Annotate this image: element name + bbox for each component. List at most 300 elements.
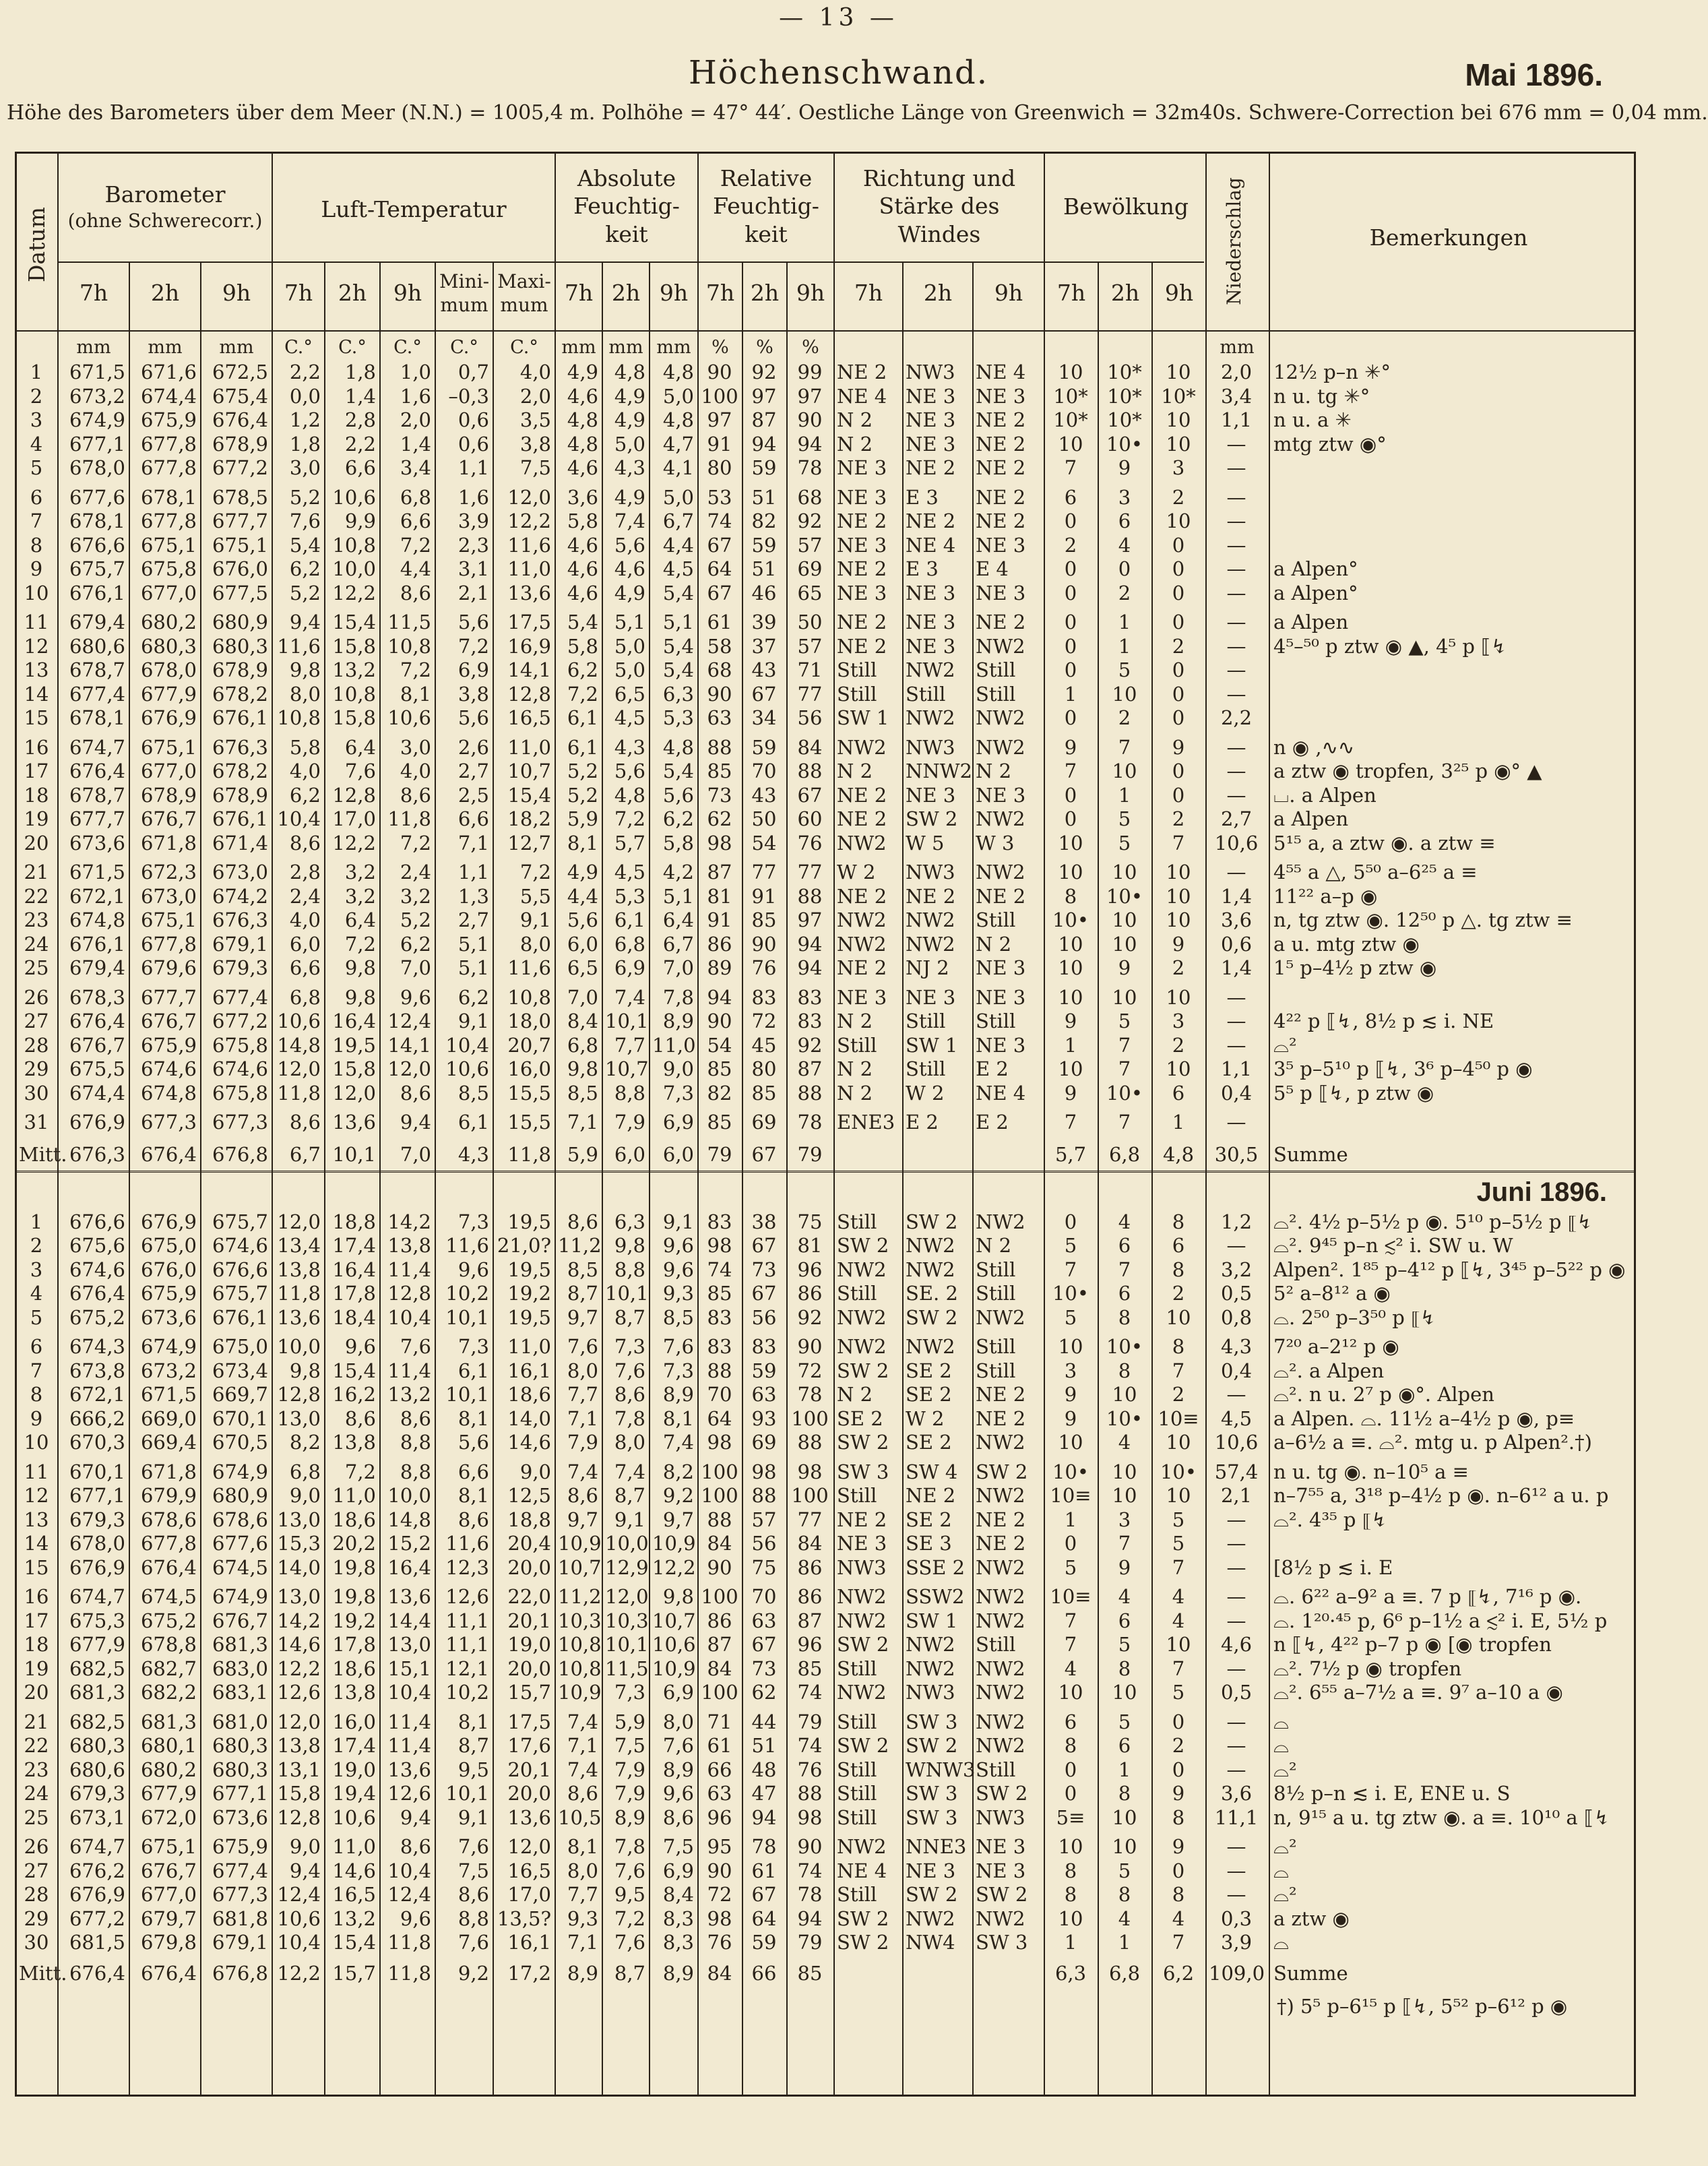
cell: 0 [1064,706,1077,729]
cell: 43 [751,658,777,681]
cell: 8,8 [614,1081,645,1105]
cell: 12½ p–n ✳° [1273,361,1391,383]
cell: 96 [797,1258,823,1281]
cell: 1,3 [457,884,489,908]
cell: 10,4 [445,1033,489,1057]
cell: 5 [30,456,43,479]
cell: 677,4 [69,682,125,706]
cell: 0 [1172,658,1185,681]
header-time-t2: 2h [338,280,367,306]
table-row [17,1657,1634,1681]
cell: 677,8 [140,932,197,956]
table-row [17,985,1634,1010]
cell: 17,0 [332,807,376,830]
cell: NE 2 [976,509,1026,532]
cell: 14,0 [507,1406,551,1430]
cell: 10,4 [387,1305,431,1329]
cell [1273,706,1629,730]
cell: 73 [707,783,732,807]
cell: 669,0 [140,1406,197,1430]
cell: SW 2 [837,1931,889,1954]
cell: 51 [751,557,777,580]
cell: 11,0 [507,557,551,580]
cell: 9,8 [567,1057,598,1080]
cell: 70 [707,1383,732,1406]
cell: NW2 [837,1681,887,1704]
cell: — [1226,1883,1246,1906]
cell: 8,6 [400,1835,431,1858]
cell: 9,1 [457,1010,489,1032]
cell: 6,6 [344,456,376,479]
cell: NJ 2 [906,956,949,979]
cell: 674,9 [69,408,125,431]
cell: 11,0 [332,1835,376,1858]
cell: 674,4 [69,1081,125,1105]
cell: 676,0 [212,557,268,580]
cell: 74 [707,1258,732,1281]
cell: 6,6 [289,956,321,979]
cell: Still [906,682,946,706]
cell: 674,6 [212,1057,268,1080]
cell: 66 [751,1961,777,1985]
cell: NW2 [837,735,887,759]
cell: 7,1 [567,1406,598,1430]
cell: 5≡ [1056,1805,1085,1829]
cell: 10 [1166,1633,1191,1656]
cell: SSW2 [906,1585,965,1608]
cell: 674,4 [140,384,197,408]
cell: 8 [1172,1335,1185,1358]
table-row [17,1258,1634,1282]
cell: 11,4 [387,1710,431,1733]
cell: SW 3 [837,1460,889,1483]
cell: 90 [707,1859,732,1882]
cell: NE 2 [976,611,1026,633]
cell: NE 3 [976,533,1026,557]
cell: 67 [751,682,777,706]
cell: 9,9 [344,509,376,532]
cell: 9 [1118,456,1131,479]
cell: 87 [797,1057,823,1080]
cell: 50 [751,807,777,830]
cell: 9,1 [519,908,551,931]
cell: 674,3 [69,1335,125,1358]
cell: 1 [1064,1033,1077,1057]
cell: 7,6 [614,1359,645,1382]
cell: 11,2 [558,1234,602,1257]
cell: 3 [1064,1359,1077,1382]
cell: 8,8 [457,1907,489,1930]
cell: 4,0 [519,361,551,383]
cell: 84 [707,1532,732,1555]
cell: 6,1 [457,1111,489,1134]
cell: 6,8 [289,1460,321,1483]
cell: 10,6 [1214,831,1259,855]
header-time-t9: 9h [222,280,251,306]
cell: 10 [1058,956,1083,979]
cell: 6,6 [457,807,489,830]
cell: 7,6 [400,1335,431,1358]
cell: 675,0 [140,1234,197,1257]
cell: 0 [1172,682,1185,706]
cell: 5² a–8¹² a ◉ [1273,1282,1391,1305]
unit-label: mm [148,337,183,358]
cell: 8,6 [567,1782,598,1805]
table-row [17,1680,1634,1704]
cell: 13,6 [387,1585,431,1608]
cell: 70 [751,1585,777,1608]
cell: 10 [1112,1835,1137,1858]
cell: 10,2 [445,1681,489,1704]
cell: 673,2 [69,384,125,408]
cell: 63 [707,706,732,729]
cell: 5,0 [614,432,645,456]
cell: 15 [24,706,49,729]
cell: 1 [1118,1758,1131,1781]
cell: 670,1 [69,1460,125,1483]
cell: 19,5 [507,1210,551,1233]
cell: 0 [1064,509,1077,532]
table-row [17,485,1634,509]
cell: 677,2 [212,1010,268,1032]
cell: 9,7 [567,1305,598,1329]
cell: 5,8 [662,831,694,855]
cell: 0 [1064,783,1077,807]
cell: 10 [1166,908,1191,931]
table-row [17,1281,1634,1305]
cell: 7,0 [400,1142,431,1166]
cell: 2,0 [519,384,551,408]
cell: 10 [1112,932,1137,956]
cell: 9,8 [289,1359,321,1382]
cell: 4,9 [567,861,598,884]
cell: 7,1 [567,1931,598,1954]
cell: 673,8 [69,1359,125,1382]
cell: 680,6 [69,1758,125,1781]
cell: 64 [751,1907,777,1930]
cell: 5,1 [457,956,489,979]
cell: 14,1 [387,1033,431,1057]
cell: 4,6 [567,384,598,408]
cell: 2 [1172,485,1185,509]
cell: — [1226,509,1246,532]
cell: 81 [707,884,732,908]
cell: 12,1 [445,1657,489,1680]
cell: 0,5 [1220,1681,1253,1704]
cell: 7,4 [614,1460,645,1483]
cell: NE 3 [906,985,956,1009]
cell: E 3 [906,485,939,509]
cell: 26 [24,985,49,1009]
cell: 6 [1118,1282,1131,1305]
cell: NE 3 [906,611,956,633]
cell: 22 [24,1734,49,1757]
cell: 5 [1118,1010,1131,1032]
cell: 46 [751,581,777,605]
cell: 76 [797,1758,823,1781]
cell: 7,5 [457,1859,489,1882]
cell: Still [837,1805,877,1829]
cell: 14 [24,1532,49,1555]
cell: 10 [1166,1305,1191,1329]
cell: 23 [24,908,49,931]
cell: 30,5 [1214,1142,1259,1166]
cell: 669,7 [212,1383,268,1406]
cell: 676,4 [69,1961,125,1985]
cell: 675,0 [212,1335,268,1358]
cell: 0 [1064,634,1077,658]
cell: NW2 [906,1234,955,1257]
cell: 72 [707,1883,732,1906]
cell: 9,1 [614,1508,645,1531]
cell: 678,9 [212,432,268,456]
cell: NE 2 [976,1532,1026,1555]
cell: — [1226,1585,1246,1608]
cell: 79 [797,1142,823,1166]
cell: 9,2 [457,1961,489,1985]
cell: 63 [751,1383,777,1406]
cell: 14,6 [277,1633,321,1656]
cell: 6,0 [614,1142,645,1166]
cell: SSE 2 [906,1555,966,1579]
cell: 671,8 [140,1460,197,1483]
cell: 11,0 [507,1335,551,1358]
cell: 19 [24,1657,49,1680]
cell: mtg ztw ◉° [1273,432,1387,456]
cell: 3 [1172,456,1185,479]
cell: 7 [1118,735,1131,759]
cell: 56 [751,1305,777,1329]
cell: 4 [1064,1657,1077,1680]
cell: 18 [24,783,49,807]
cell: 674,2 [212,884,268,908]
cell: 109,0 [1209,1961,1265,1985]
cell: 8,0 [662,1710,694,1733]
cell: 16,9 [507,634,551,658]
cell: 99 [797,361,823,383]
cell: 5,2 [400,908,431,931]
cell: 12,6 [387,1782,431,1805]
unit-label: mm [219,337,254,358]
cell: 90 [707,1010,732,1032]
cell: 7²⁰ a–2¹² p ◉ [1273,1335,1399,1358]
cell: SW 1 [906,1033,958,1057]
cell: 10* [1107,408,1142,431]
cell: Still [906,1057,946,1080]
cell: 10 [1166,1431,1191,1454]
cell: 7,9 [614,1782,645,1805]
cell: 19,5 [507,1258,551,1281]
cell: n, tg ztw ◉. 12⁵⁰ p △. tg ztw ≡ [1273,908,1573,931]
cell: Still [976,658,1016,681]
table-row [17,1334,1634,1359]
cell: 92 [797,1033,823,1057]
cell: SE 2 [837,1406,883,1430]
cell: 5,5 [519,884,551,908]
table-row [17,634,1634,658]
cell: 5,2 [567,783,598,807]
cell: NE 2 [837,783,887,807]
cell: 5,9 [567,1142,598,1166]
cell: 6,3 [1054,1961,1087,1985]
cell: 4,6 [567,557,598,580]
cell: 6 [30,1335,43,1358]
cell: 93 [751,1406,777,1430]
cell: 6 [1118,509,1131,532]
cell: 2 [1172,807,1185,830]
unit-label: C.° [510,337,538,358]
cell: 675,1 [212,533,268,557]
cell: NW3 [906,361,955,383]
cell: 8,5 [457,1081,489,1105]
cell: NE 2 [837,807,887,830]
cell: 8 [1172,1258,1185,1281]
cell: 98 [707,831,732,855]
cell: 678,6 [212,1508,268,1531]
cell: 8,8 [614,1258,645,1281]
cell: 7 [30,509,43,532]
cell: 2,8 [289,861,321,884]
cell: 5,2 [567,760,598,782]
cell: 678,9 [212,783,268,807]
cell: 88 [707,1508,732,1531]
cell: 9,8 [344,985,376,1009]
cell: 680,3 [212,1758,268,1781]
cell: NW2 [906,706,955,729]
cell: 2,2 [289,361,321,383]
cell: 7,6 [457,1835,489,1858]
cell: 65 [797,581,823,605]
cell: 669,4 [140,1431,197,1454]
cell: 676,1 [212,706,268,729]
cell: 9,1 [457,1805,489,1829]
cell: ⌓². a Alpen [1273,1359,1385,1382]
cell: 13,8 [332,1431,376,1454]
cell: 98 [797,1460,823,1483]
cell: 678,2 [212,760,268,782]
cell: 10 [1166,861,1191,884]
cell: 15,4 [332,611,376,633]
cell: 680,3 [212,1734,268,1757]
cell: 10,6 [277,1010,321,1032]
cell: — [1226,581,1246,605]
cell: — [1226,985,1246,1009]
cell: 11 [24,1460,49,1483]
cell: 1,1 [457,456,489,479]
cell: 1,6 [457,485,489,509]
cell: 678,6 [140,1508,197,1531]
cell: 2,2 [1220,706,1253,729]
cell: NE 4 [906,533,956,557]
table-row [17,1609,1634,1633]
cell: 5 [1172,1508,1185,1531]
cell: 670,3 [69,1431,125,1454]
cell: 10,1 [445,1782,489,1805]
cell: 10• [1052,1282,1089,1305]
cell: SW 2 [906,1210,958,1233]
cell: 674,6 [69,1258,125,1281]
cell: 3 [1118,485,1131,509]
cell: 10 [1112,1681,1137,1704]
cell: 6 [1118,1609,1131,1632]
cell: 11,0 [507,735,551,759]
cell: W 3 [976,831,1015,855]
cell: 5,1 [614,611,645,633]
cell: 98 [707,1431,732,1454]
cell: 15,7 [332,1961,376,1985]
cell: SW 4 [906,1460,958,1483]
cell: 4,9 [567,361,598,383]
cell: 672,3 [140,861,197,884]
cell: 8,5 [567,1081,598,1105]
cell: 64 [707,557,732,580]
footnote: †) 5⁵ p–6¹⁵ p ⟦↯, 5⁵² p–6¹² p ◉ [1277,1994,1568,2018]
cell: NW2 [976,634,1025,658]
cell: 679,1 [212,932,268,956]
cell: 675,3 [69,1609,125,1632]
cell: 25 [24,956,49,979]
cell: 16,4 [387,1555,431,1579]
cell: 0 [1172,611,1185,633]
cell: — [1226,783,1246,807]
cell: 7,2 [400,658,431,681]
cell: 78 [797,456,823,479]
cell: 8,9 [662,1961,694,1985]
cell: ⌓ [1273,1859,1289,1882]
cell: 6 [1118,1234,1131,1257]
cell: 94 [797,956,823,979]
cell: 7 [1172,1657,1185,1680]
cell: 10,0 [277,1335,321,1358]
header-time-t7: 7h [79,280,108,306]
cell: NNE3 [906,1835,967,1858]
cell: 5 [1172,1681,1185,1704]
cell: 11,4 [387,1258,431,1281]
cell: 7,4 [662,1431,694,1454]
cell: 2,2 [344,432,376,456]
cell: 674,6 [212,1234,268,1257]
cell: 98 [707,1234,732,1257]
cell: 676,8 [212,1961,268,1985]
cell: NE 3 [837,485,887,509]
cell: 13,6 [277,1305,321,1329]
cell: — [1226,658,1246,681]
cell: 677,6 [212,1532,268,1555]
cell: 678,0 [69,456,125,479]
cell: 84 [797,735,823,759]
cell: Mitt. [19,1961,67,1985]
cell: 3,9 [457,509,489,532]
cell: 3,2 [344,884,376,908]
cell: 78 [797,1883,823,1906]
cell: 76 [751,956,777,979]
cell: 8 [1064,1859,1077,1882]
cell: — [1226,1657,1246,1680]
cell: — [1226,1033,1246,1057]
cell: 85 [751,908,777,931]
cell: [8½ p ≲ i. E [1273,1555,1393,1579]
cell: 4 [1118,1907,1131,1930]
cell: 677,5 [212,581,268,605]
cell: Still [837,1758,877,1781]
cell: 2,7 [457,760,489,782]
cell: — [1226,1383,1246,1406]
cell: 10,4 [387,1859,431,1882]
cell: 6,2 [289,557,321,580]
cell: 5 [1118,831,1131,855]
cell: — [1226,533,1246,557]
cell: 16,5 [332,1883,376,1906]
